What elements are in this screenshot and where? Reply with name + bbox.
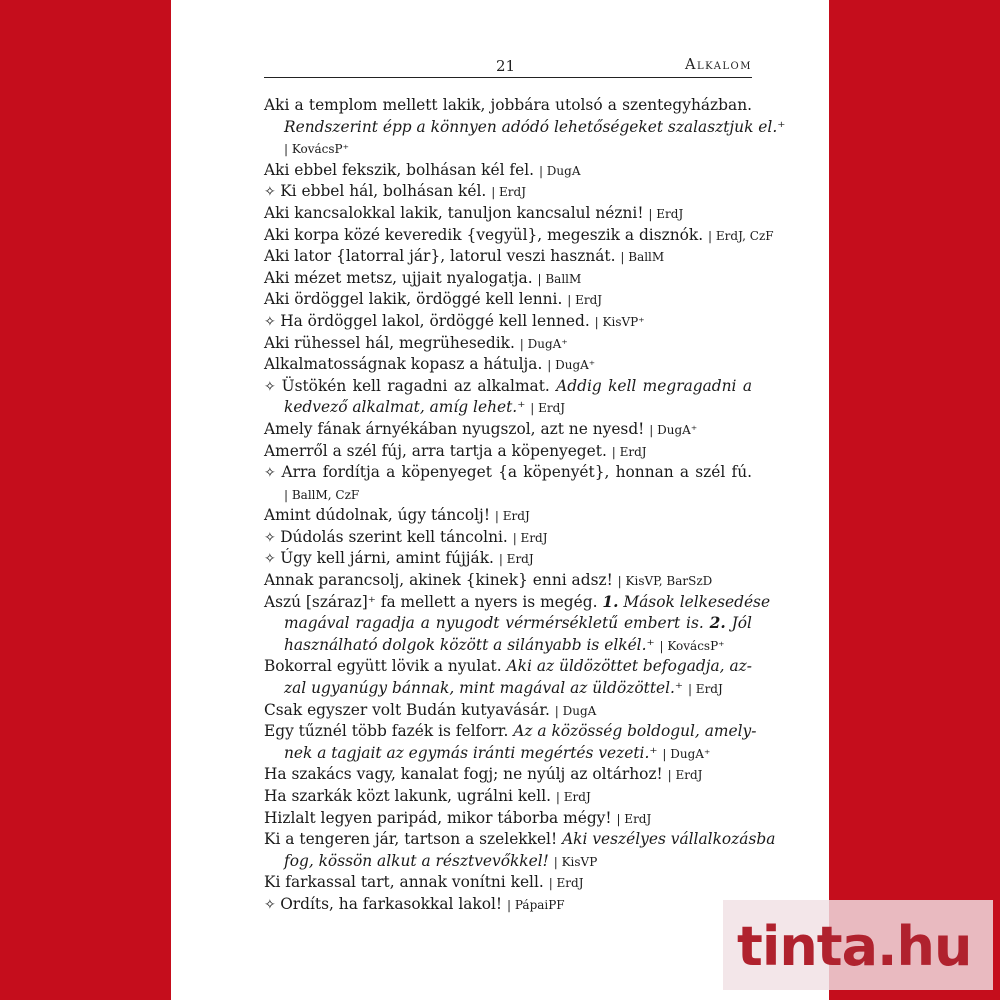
- text-line: [264, 527, 752, 549]
- text-segment: Aki ebbel fekszik, bolhásan kél fel.: [264, 160, 539, 179]
- text-line: [264, 721, 757, 743]
- variant-marker-icon: ✧: [264, 551, 281, 568]
- text-line: [264, 548, 752, 570]
- text-line: [264, 613, 752, 635]
- source-reference: | ErdJ: [687, 682, 723, 697]
- variant-marker-icon: ✧: [264, 529, 281, 546]
- text-segment: Úgy kell járni, amint fújják.: [280, 549, 499, 568]
- text-segment: Arra fordítja a köpenyeget {a köpenyét}, honnan a szél fú.: [281, 463, 753, 482]
- text-line: [264, 484, 752, 506]
- text-segment: Ordíts, ha farkasokkal lakol!: [280, 894, 508, 913]
- text-segment: Amerről a szél fúj, arra tartja a köpenyeget.: [264, 441, 612, 460]
- source-reference: | KisVP, BarSzD: [617, 574, 713, 589]
- proverb-list: [264, 95, 786, 916]
- text-line: [264, 289, 752, 311]
- text-segment: Bokorral együtt lövik a nyulat.: [264, 657, 507, 676]
- text-line: [264, 419, 752, 441]
- text-segment: 2.: [709, 614, 726, 633]
- text-segment: Ki ebbel hál, bolhásan kél.: [280, 182, 492, 201]
- text-segment: Alkalmatosságnak kopasz a hátulja.: [264, 355, 548, 374]
- variant-marker-icon: ✧: [264, 896, 281, 913]
- source-reference: | KisVP⁺: [594, 314, 645, 329]
- source-reference: | ErdJ: [512, 530, 548, 545]
- source-reference: | BallM, CzF: [284, 487, 360, 502]
- text-line: [264, 95, 752, 117]
- text-segment: zal ugyanúgy bánnak, mint magával az üldözöttel.: [284, 679, 675, 698]
- source-reference: | ErdJ: [667, 768, 703, 783]
- source-reference: | ErdJ: [648, 206, 684, 221]
- text-segment: Aki ördöggel lakik, ördöggé kell lenni.: [264, 290, 568, 309]
- source-reference: | DugA: [554, 703, 597, 718]
- text-line: [264, 894, 752, 916]
- variant-marker-icon: ✧: [264, 378, 282, 395]
- variant-marker-icon: ✧: [264, 184, 281, 201]
- text-segment: használható dolgok között a silányabb is elkél.: [284, 635, 647, 654]
- source-reference: | ErdJ: [567, 293, 603, 308]
- source-reference: | KovácsP⁺: [659, 638, 725, 653]
- variant-marker-icon: ✧: [264, 465, 282, 482]
- source-reference: | ErdJ: [491, 185, 527, 200]
- source-reference: | DugA⁺: [649, 422, 698, 437]
- text-segment: Annak parancsolj, akinek {kinek} enni adsz!: [264, 571, 618, 590]
- text-segment: Üstökén kell ragadni az alkalmat.: [281, 376, 557, 395]
- text-segment: Addig kell megragadni a: [556, 376, 752, 395]
- source-reference: | DugA⁺: [662, 746, 711, 761]
- text-line: [264, 311, 752, 333]
- text-segment: Egy tűznél több fazék is felforr.: [264, 722, 514, 741]
- text-line: [264, 505, 752, 527]
- text-segment: magával ragadja a nyugodt vérmérsékletű embert is.: [284, 614, 710, 633]
- text-line: [264, 268, 752, 290]
- source-reference: | DugA⁺: [519, 336, 568, 351]
- text-line: [264, 354, 752, 376]
- text-line: [264, 635, 752, 657]
- source-reference: | DugA: [538, 163, 581, 178]
- text-segment: Az a közösség boldogul, amely-: [513, 722, 757, 741]
- text-line: [264, 160, 752, 182]
- text-line: [264, 333, 752, 355]
- source-reference: | BallM: [537, 271, 582, 286]
- text-line: [264, 743, 752, 765]
- source-reference: | ErdJ: [494, 509, 530, 524]
- text-segment: ⁺: [649, 743, 663, 762]
- text-segment: Amely fának árnyékában nyugszol, azt ne nyesd!: [264, 419, 650, 438]
- text-segment: Aki mézet metsz, ujjait nyalogatja.: [264, 268, 538, 287]
- text-segment: ⁺: [646, 635, 660, 654]
- source-reference: | ErdJ, CzF: [708, 228, 774, 243]
- text-line: [264, 441, 752, 463]
- text-segment: Aki rühessel hál, megrühesedik.: [264, 333, 520, 352]
- text-line: [264, 592, 771, 614]
- text-segment: Ki a tengeren jár, tartson a szelekkel!: [264, 830, 563, 849]
- text-line: [264, 851, 752, 873]
- text-segment: Ha szarkák közt lakunk, ugrálni kell.: [264, 787, 556, 805]
- text-segment: Aszú [száraz]⁺ fa mellett a nyers is megég.: [264, 592, 603, 611]
- source-reference: | ErdJ: [616, 811, 652, 826]
- text-segment: Aki az üldözöttet befogadja, az-: [506, 657, 752, 676]
- text-segment: Mások lelkesedése: [618, 592, 771, 611]
- variant-marker-icon: ✧: [264, 313, 281, 330]
- source-reference: | ErdJ: [548, 876, 584, 891]
- text-segment: Aki lator {latorral jár}, latorul veszi hasznát.: [264, 247, 621, 266]
- text-line: [264, 462, 752, 484]
- text-segment: nek a tagjait az egymás iránti megértés vezeti.: [284, 743, 650, 762]
- text-segment: Jól: [725, 614, 752, 633]
- text-line: [264, 678, 752, 700]
- text-line: [264, 764, 752, 786]
- text-segment: 1.: [602, 592, 619, 611]
- tinta-logo: tinta.hu: [737, 915, 972, 978]
- chapter-title: Alkalom: [685, 57, 752, 73]
- source-reference: | DugA⁺: [547, 358, 596, 373]
- text-line: [264, 808, 752, 830]
- text-line: [264, 138, 752, 160]
- text-line: [264, 246, 752, 268]
- text-segment: Aki kancsalokkal lakik, tanuljon kancsalul nézni!: [264, 203, 649, 222]
- text-segment: Aki a templom mellett lakik, jobbára utolsó a szentegyházban.: [264, 96, 752, 114]
- source-reference: | KisVP: [553, 854, 598, 869]
- text-line: [264, 181, 752, 203]
- text-segment: kedvező alkalmat, amíg lehet.: [284, 398, 518, 417]
- source-reference: | KovácsP⁺: [284, 142, 349, 157]
- text-segment: Rendszerint épp a könnyen adódó lehetőségeket szalasztjuk el.: [284, 117, 778, 136]
- book-page: [171, 0, 829, 1000]
- text-line: [264, 376, 752, 398]
- text-line: [264, 872, 752, 894]
- text-line: [264, 225, 774, 247]
- text-segment: ⁺: [517, 398, 531, 417]
- source-reference: | BallM: [620, 250, 665, 265]
- text-segment: Aki veszélyes vállalkozásba: [562, 830, 776, 849]
- text-segment: Ki farkassal tart, annak vonítni kell.: [264, 873, 549, 892]
- source-reference: | ErdJ: [498, 552, 534, 567]
- text-segment: ⁺: [674, 679, 688, 698]
- text-segment: Csak egyszer volt Budán kutyavásár.: [264, 700, 555, 719]
- text-segment: ⁺: [777, 117, 786, 136]
- text-segment: Amint dúdolnak, úgy táncolj!: [264, 506, 495, 525]
- source-reference: | ErdJ: [555, 790, 591, 804]
- text-line: [264, 203, 752, 225]
- text-segment: Aki korpa közé keveredik {vegyül}, megeszik a disznók.: [264, 225, 709, 244]
- text-line: [264, 570, 752, 592]
- source-reference: | ErdJ: [530, 401, 566, 416]
- text-segment: Dúdolás szerint kell táncolni.: [280, 527, 513, 546]
- text-line: [264, 656, 752, 678]
- text-segment: fog, kössön alkut a résztvevőkkel!: [284, 851, 554, 870]
- text-segment: Ha szakács vagy, kanalat fogj; ne nyúlj az oltárhoz!: [264, 765, 668, 784]
- text-line: [264, 829, 776, 851]
- text-segment: Hizlalt legyen paripád, mikor táborba mégy!: [264, 808, 617, 827]
- running-header: [264, 55, 752, 78]
- source-reference: | ErdJ: [611, 444, 647, 459]
- text-line: [264, 700, 752, 722]
- text-line: [264, 117, 786, 139]
- text-line: [264, 786, 752, 808]
- text-line: [264, 397, 752, 419]
- source-reference: | PápaiPF: [507, 897, 565, 912]
- text-segment: Ha ördöggel lakol, ördöggé kell lenned.: [280, 311, 595, 330]
- page-number: 21: [496, 57, 516, 75]
